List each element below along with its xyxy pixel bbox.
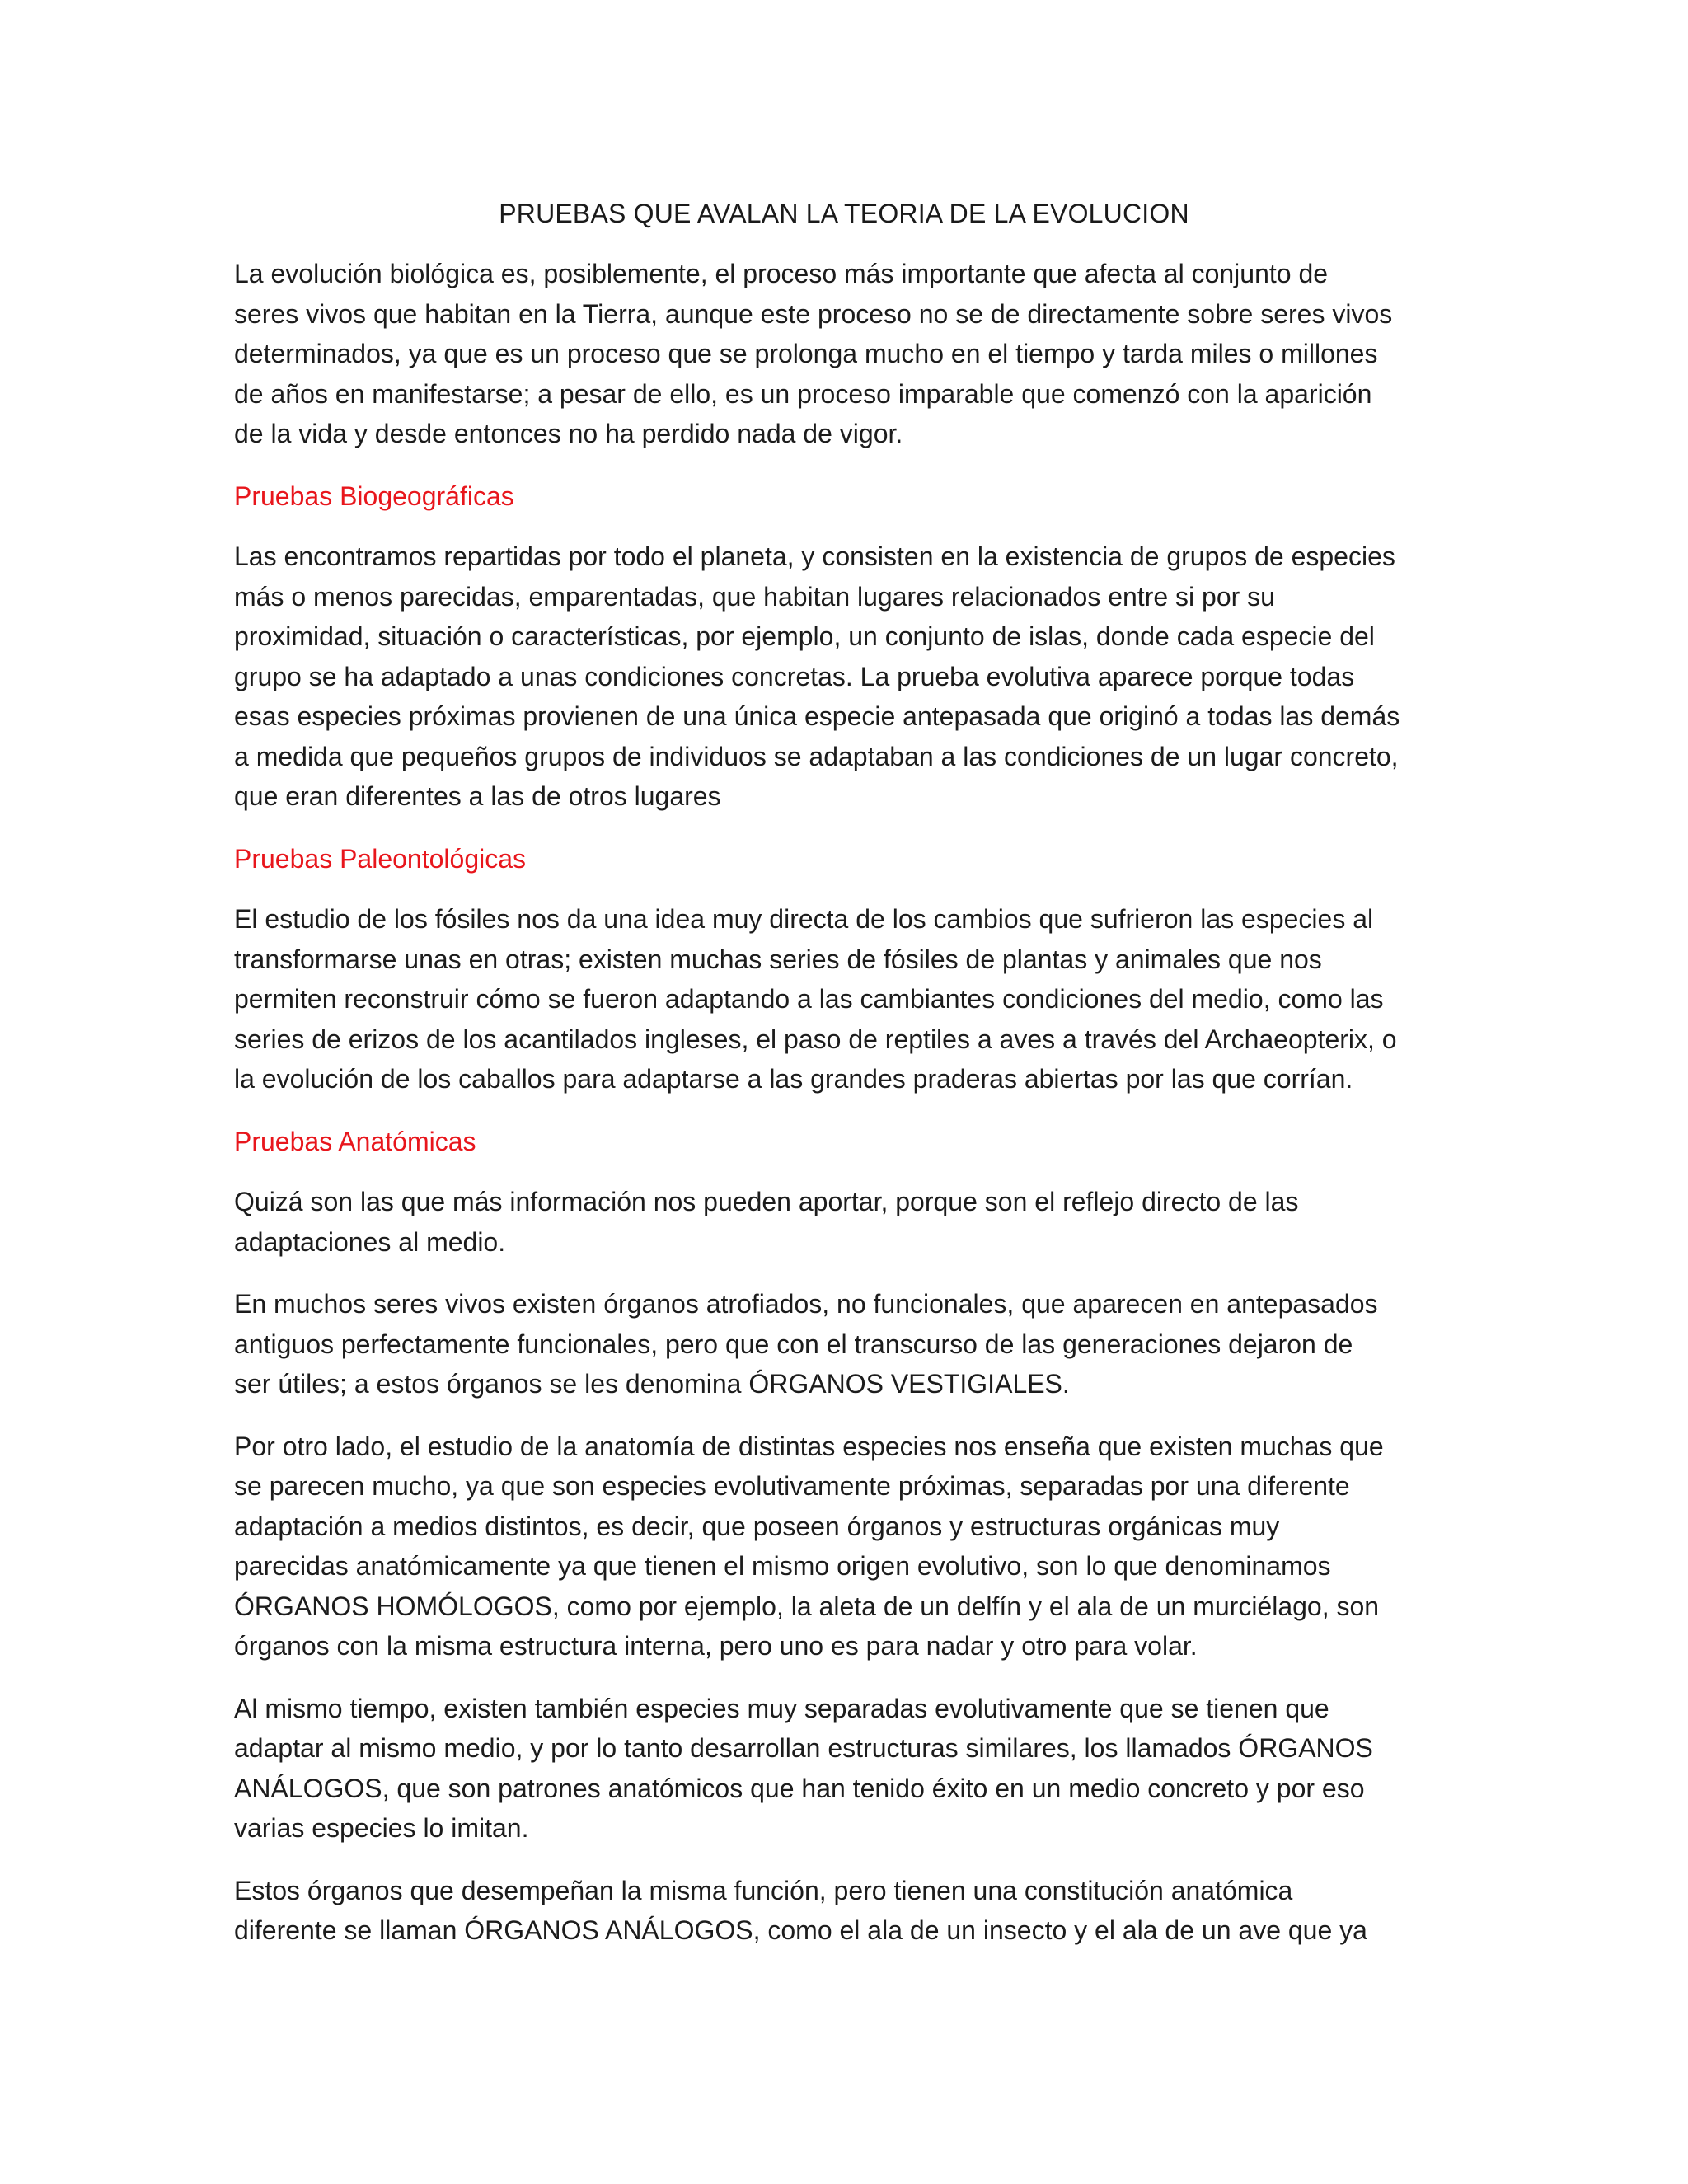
paragraph-line: permiten reconstruir cómo se fueron adaptando a las cambiantes condiciones del medio, como las	[234, 984, 1384, 1014]
paragraph-line: varias especies lo imitan.	[234, 1813, 529, 1843]
body-paragraph	[234, 899, 1472, 1099]
body-paragraph	[234, 1284, 1472, 1404]
section-heading: Pruebas Anatómicas	[234, 1126, 476, 1156]
paragraph-line: órganos con la misma estructura interna, pero uno es para nadar y otro para volar.	[234, 1631, 1198, 1661]
paragraph-line: adaptación a medios distintos, es decir, que poseen órganos y estructuras orgánicas muy	[234, 1511, 1280, 1541]
body-paragraph	[234, 1871, 1472, 1951]
paragraph-line: parecidas anatómicamente ya que tienen el mismo origen evolutivo, son lo que denominamos	[234, 1551, 1331, 1581]
section-heading: Pruebas Biogeográficas	[234, 480, 514, 511]
paragraph-line: más o menos parecidas, emparentadas, que habitan lugares relacionados entre si por su	[234, 581, 1275, 612]
paragraph-line: ANÁLOGOS, que son patrones anatómicos que han tenido éxito en un medio concreto y por eso	[234, 1773, 1365, 1803]
document-body	[234, 254, 1472, 1973]
paragraph-line: adaptar al mismo medio, y por lo tanto desarrollan estructuras similares, los llamados ÓRGANOS	[234, 1733, 1373, 1763]
paragraph-line: ser útiles; a estos órganos se les denomina ÓRGANOS VESTIGIALES.	[234, 1369, 1070, 1399]
paragraph-line: grupo se ha adaptado a unas condiciones concretas. La prueba evolutiva aparece porque todas	[234, 661, 1355, 691]
paragraph-line: Quizá son las que más información nos pueden aportar, porque son el reflejo directo de las	[234, 1187, 1299, 1216]
paragraph-line: de años en manifestarse; a pesar de ello, es un proceso imparable que comenzó con la aparición	[234, 378, 1372, 409]
paragraph-line: seres vivos que habitan en la Tierra, aunque este proceso no se de directamente sobre seres vivos	[234, 298, 1393, 329]
paragraph-line: diferente se llaman ÓRGANOS ANÁLOGOS, como el ala de un insecto y el ala de un ave que ya	[234, 1915, 1367, 1945]
body-paragraph	[234, 1427, 1472, 1666]
paragraph-line: El estudio de los fósiles nos da una idea muy directa de los cambios que sufrieron las especies al	[234, 904, 1374, 934]
paragraph-line: Al mismo tiempo, existen también especies muy separadas evolutivamente que se tienen que	[234, 1693, 1329, 1723]
paragraph-line: proximidad, situación o características, por ejemplo, un conjunto de islas, donde cada especie del	[234, 621, 1375, 651]
body-paragraph	[234, 1689, 1472, 1849]
paragraph-line: Estos órganos que desempeñan la misma función, pero tienen una constitución anatómica	[234, 1875, 1293, 1905]
paragraph-line: Por otro lado, el estudio de la anatomía de distintas especies nos enseña que existen muchas que	[234, 1431, 1384, 1461]
paragraph-line: se parecen mucho, ya que son especies evolutivamente próximas, separadas por una diferente	[234, 1471, 1350, 1501]
paragraph-line: de la vida y desde entonces no ha perdido nada de vigor.	[234, 419, 903, 448]
paragraph-line: transformarse unas en otras; existen muchas series de fósiles de plantas y animales que nos	[234, 944, 1322, 974]
body-paragraph	[234, 254, 1472, 454]
paragraph-line: La evolución biológica es, posiblemente, el proceso más importante que afecta al conjunto de	[234, 259, 1329, 288]
body-paragraph	[234, 1182, 1472, 1262]
paragraph-line: En muchos seres vivos existen órganos atrofiados, no funcionales, que aparecen en antepasados	[234, 1289, 1378, 1319]
paragraph-line: ÓRGANOS HOMÓLOGOS, como por ejemplo, la aleta de un delfín y el ala de un murciélago, son	[234, 1591, 1380, 1621]
paragraph-line: series de erizos de los acantilados ingleses, el paso de reptiles a aves a través del Archaeopterix, o	[234, 1024, 1397, 1054]
paragraph-line: que eran diferentes a las de otros lugares	[234, 781, 721, 811]
paragraph-line: determinados, ya que es un proceso que se prolonga mucho en el tiempo y tarda miles o millones	[234, 339, 1378, 368]
document-title: PRUEBAS QUE AVALAN LA TEORIA DE LA EVOLUCION	[499, 199, 1189, 228]
paragraph-line: a medida que pequeños grupos de individuos se adaptaban a las condiciones de un lugar concreto,	[234, 741, 1399, 771]
paragraph-line: la evolución de los caballos para adaptarse a las grandes praderas abiertas por las que corrían.	[234, 1064, 1353, 1094]
paragraph-line: adaptaciones al medio.	[234, 1226, 506, 1257]
paragraph-line: antiguos perfectamente funcionales, pero que con el transcurso de las generaciones dejaron de	[234, 1329, 1353, 1359]
paragraph-line: Las encontramos repartidas por todo el planeta, y consisten en la existencia de grupos de especies	[234, 541, 1395, 571]
paragraph-line: esas especies próximas provienen de una única especie antepasada que originó a todas las demás	[234, 701, 1400, 731]
body-paragraph	[234, 537, 1472, 817]
section-heading: Pruebas Paleontológicas	[234, 843, 527, 874]
